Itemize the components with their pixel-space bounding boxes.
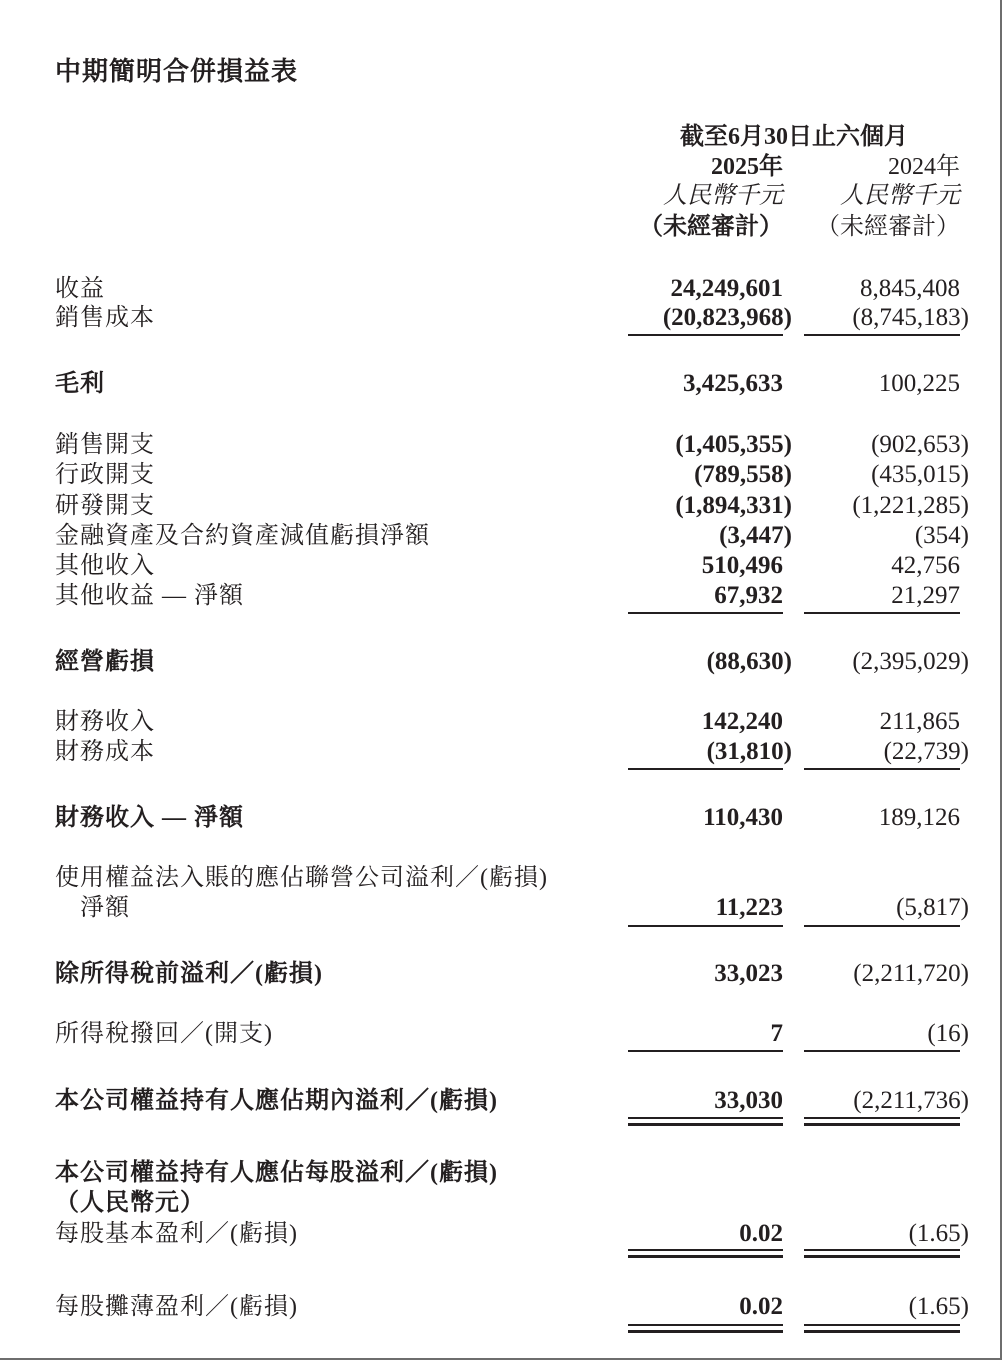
page-title: 中期簡明合併損益表 (55, 57, 299, 86)
total-double-rule-2025 (628, 1123, 783, 1126)
line-item-label: 除所得稅前溢利／(虧損) (55, 961, 323, 987)
currency-2025-heading: 人民幣千元 (663, 183, 783, 209)
line-item-label: 銷售成本 (55, 305, 155, 331)
row-share-of-associates-net (0, 893, 1002, 923)
value-2024: (1.65) (908, 1220, 969, 1247)
value-2025: (1,405,355) (675, 431, 792, 458)
value-2024: (1,221,285) (852, 492, 969, 519)
value-2024: 42,756 (891, 552, 960, 579)
value-2025: 24,249,601 (670, 275, 783, 302)
row-rd-expenses (0, 491, 1002, 521)
value-2025: 33,023 (714, 960, 783, 987)
total-double-rule-2025 (628, 1324, 783, 1326)
row-revenue (0, 274, 1002, 304)
value-2024: (5,817) (896, 894, 969, 921)
value-2024: 189,126 (878, 804, 960, 831)
value-2024: (2,395,029) (852, 648, 969, 675)
total-double-rule-2024 (804, 1117, 960, 1119)
value-2024: (1.65) (908, 1293, 969, 1320)
value-2025: (20,823,968) (662, 304, 792, 331)
value-2025: 0.02 (739, 1293, 783, 1320)
year-2025-heading: 2025年 (711, 154, 783, 180)
row-diluted-eps (0, 1292, 1002, 1322)
line-item-label: 使用權益法入賬的應佔聯營公司溢利／(虧損) (55, 865, 548, 891)
value-2024: (8,745,183) (852, 304, 969, 331)
subtotal-rule-2024 (804, 612, 960, 614)
line-item-label: 財務收入 — 淨額 (55, 805, 244, 831)
year-2024-heading: 2024年 (888, 154, 960, 180)
row-operating-loss (0, 647, 1002, 677)
total-double-rule-2024 (804, 1249, 960, 1251)
value-2025: (789,558) (694, 461, 792, 488)
row-admin-expenses (0, 460, 1002, 490)
total-double-rule-2024 (804, 1324, 960, 1326)
total-double-rule-2025 (628, 1330, 783, 1333)
period-heading: 截至6月30日止六個月 (680, 124, 908, 150)
row-finance-income (0, 707, 1002, 737)
total-double-rule-2025 (628, 1249, 783, 1251)
value-2025: 0.02 (739, 1220, 783, 1247)
line-item-label: 財務成本 (55, 739, 155, 765)
value-2024: 8,845,408 (860, 275, 960, 302)
line-item-label: 銷售開支 (55, 432, 155, 458)
value-2024: (2,211,736) (853, 1087, 969, 1114)
value-2024: (435,015) (871, 461, 969, 488)
line-item-label: 金融資產及合約資產減值虧損淨額 (55, 523, 430, 549)
row-gross-profit (0, 369, 1002, 399)
value-2024: (902,653) (871, 431, 969, 458)
total-double-rule-2024 (804, 1330, 960, 1333)
subtotal-rule-2024 (804, 334, 960, 336)
line-item-label: 毛利 (55, 371, 105, 397)
total-double-rule-2025 (628, 1255, 783, 1258)
value-2024: (22,739) (883, 738, 969, 765)
subtotal-rule-2024 (804, 768, 960, 770)
value-2025: 510,496 (701, 552, 783, 579)
line-item-label: 每股攤薄盈利／(虧損) (55, 1294, 298, 1320)
line-item-label-continued: 淨額 (80, 895, 130, 921)
subtotal-rule-2025 (628, 768, 783, 770)
value-2024: (2,211,720) (853, 960, 969, 987)
row-selling-expenses (0, 430, 1002, 460)
line-item-label: 其他收入 (55, 553, 155, 579)
total-double-rule-2024 (804, 1123, 960, 1126)
row-profit-for-period (0, 1086, 1002, 1116)
total-double-rule-2024 (804, 1255, 960, 1258)
row-finance-income-net (0, 803, 1002, 833)
row-income-tax (0, 1019, 1002, 1049)
value-2025: 3,425,633 (683, 370, 783, 397)
subtotal-rule-2025 (628, 925, 783, 927)
row-other-income (0, 551, 1002, 581)
line-item-label: 其他收益 — 淨額 (55, 583, 244, 609)
row-profit-before-tax (0, 959, 1002, 989)
line-item-label: 本公司權益持有人應佔期內溢利／(虧損) (55, 1088, 498, 1114)
row-share-of-associates (0, 863, 1002, 893)
value-2025: (1,894,331) (675, 492, 792, 519)
line-item-label: 每股基本盈利／(虧損) (55, 1221, 298, 1247)
currency-2024-heading: 人民幣千元 (840, 183, 960, 209)
line-item-label: 經營虧損 (55, 649, 155, 675)
total-double-rule-2025 (628, 1117, 783, 1119)
line-item-label: 行政開支 (55, 462, 155, 488)
row-basic-eps (0, 1219, 1002, 1249)
line-item-label: 收益 (55, 276, 105, 302)
value-2025: (31,810) (706, 738, 792, 765)
value-2024: 211,865 (879, 708, 960, 735)
row-eps-currency (0, 1188, 1002, 1218)
row-finance-costs (0, 737, 1002, 767)
value-2025: (3,447) (719, 522, 792, 549)
value-2025: 142,240 (701, 708, 783, 735)
value-2025: 11,223 (715, 894, 783, 921)
line-item-label: 所得稅撥回／(開支) (55, 1021, 273, 1047)
line-item-label-continued: （人民幣元） (55, 1190, 205, 1216)
value-2024: 21,297 (891, 582, 960, 609)
row-cost-of-sales (0, 303, 1002, 333)
value-2024: 100,225 (878, 370, 960, 397)
value-2025: 110,430 (703, 804, 783, 831)
subtotal-rule-2024 (804, 1050, 960, 1052)
value-2025: (88,630) (706, 648, 792, 675)
audit-2024-heading: （未經審計） (816, 214, 960, 240)
value-2024: (16) (927, 1020, 969, 1047)
row-impairment-losses (0, 521, 1002, 551)
value-2025: 67,932 (714, 582, 783, 609)
subtotal-rule-2025 (628, 334, 783, 336)
row-eps-heading (0, 1158, 1002, 1188)
subtotal-rule-2025 (628, 1050, 783, 1052)
subtotal-rule-2024 (804, 925, 960, 927)
row-other-gains-net (0, 581, 1002, 611)
line-item-label: 研發開支 (55, 493, 155, 519)
value-2024: (354) (914, 522, 969, 549)
value-2025: 33,030 (714, 1087, 783, 1114)
subtotal-rule-2025 (628, 612, 783, 614)
line-item-label: 財務收入 (55, 709, 155, 735)
audit-2025-heading: （未經審計） (639, 214, 783, 240)
value-2025: 7 (770, 1020, 783, 1047)
line-item-label: 本公司權益持有人應佔每股溢利／(虧損) (55, 1160, 498, 1186)
